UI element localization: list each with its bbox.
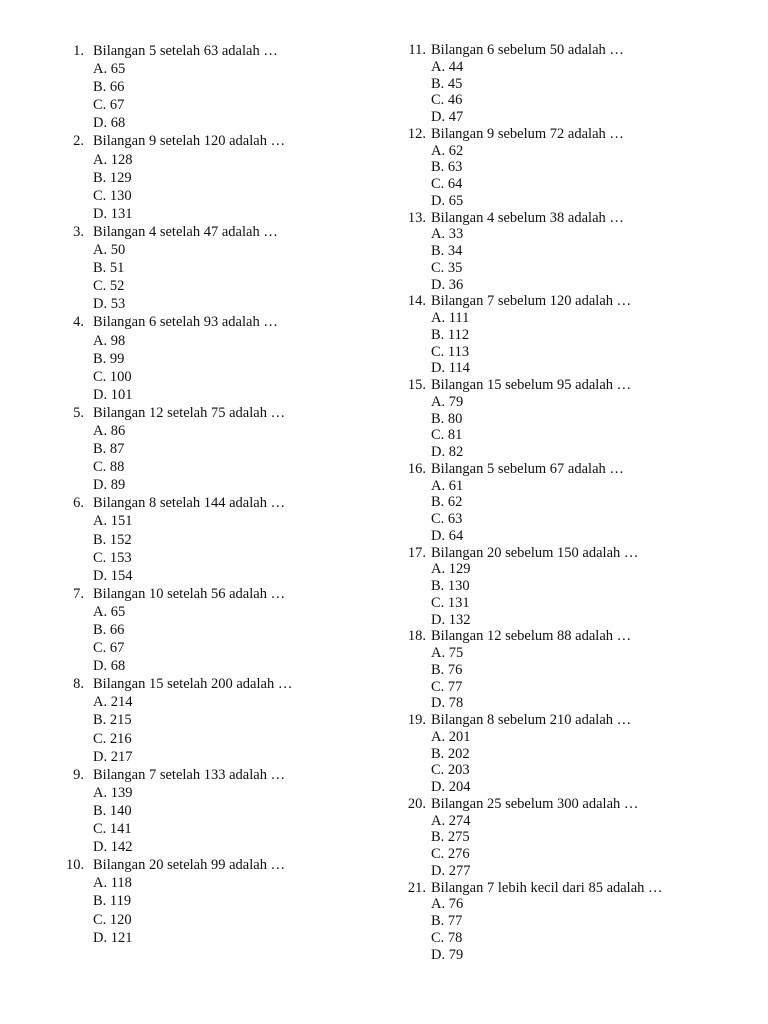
answer-option: B. 34 xyxy=(431,243,463,259)
question-text: Bilangan 15 sebelum 95 adalah … xyxy=(431,377,632,393)
answer-options xyxy=(404,143,734,210)
question-row xyxy=(404,377,734,394)
question-text: Bilangan 8 setelah 144 adalah … xyxy=(93,495,286,512)
answer-option: D. 154 xyxy=(93,567,133,584)
answer-option: D. 277 xyxy=(431,862,471,879)
question-row xyxy=(66,404,386,422)
answer-option: A. 129 xyxy=(431,561,471,578)
answer-option: A. 86 xyxy=(93,422,126,439)
answer-option: A. 201 xyxy=(431,728,471,745)
question-item xyxy=(404,42,734,126)
question-text: Bilangan 7 sebelum 120 adalah … xyxy=(431,293,632,310)
question-number: 15. xyxy=(407,377,426,393)
question-text: Bilangan 20 sebelum 150 adalah … xyxy=(431,544,639,561)
question-item xyxy=(66,132,386,222)
answer-option: A. 61 xyxy=(431,477,464,494)
answer-option: D. 64 xyxy=(431,527,464,544)
answer-option: A. 33 xyxy=(431,226,464,243)
answer-option: A. 274 xyxy=(431,812,471,829)
answer-option: A. 65 xyxy=(93,603,126,620)
answer-option: D. 82 xyxy=(431,444,464,460)
answer-option: D. 142 xyxy=(93,839,133,856)
answer-option: B. 119 xyxy=(93,893,132,910)
question-text: Bilangan 5 setelah 63 adalah … xyxy=(93,43,278,59)
answer-option: D. 101 xyxy=(93,386,133,403)
question-item xyxy=(404,796,734,880)
answer-option: C. 120 xyxy=(93,911,132,928)
answer-option: C. 64 xyxy=(431,176,463,192)
answer-options xyxy=(404,226,734,293)
answer-option: B. 130 xyxy=(431,578,470,594)
answer-option: A. 75 xyxy=(431,645,464,661)
answer-options xyxy=(66,874,386,946)
question-row xyxy=(66,223,386,241)
question-text: Bilangan 12 sebelum 88 adalah … xyxy=(431,628,632,645)
answer-options xyxy=(66,603,386,675)
question-text: Bilangan 4 setelah 47 adalah … xyxy=(93,223,278,240)
answer-option: B. 112 xyxy=(431,326,470,343)
answer-option: C. 35 xyxy=(431,259,463,276)
answer-option: B. 63 xyxy=(431,159,463,176)
answer-option: C. 113 xyxy=(431,343,470,360)
answer-option: C. 153 xyxy=(93,549,132,566)
answer-option: C. 88 xyxy=(93,459,125,476)
answer-options xyxy=(404,561,734,628)
question-number: 19. xyxy=(407,712,426,728)
question-row xyxy=(66,494,386,512)
question-text: Bilangan 15 setelah 200 adalah … xyxy=(93,676,293,693)
answer-option: C. 78 xyxy=(431,929,463,946)
answer-option: B. 76 xyxy=(431,661,463,678)
answer-option: C. 77 xyxy=(431,678,463,695)
answer-option: C. 100 xyxy=(93,368,132,385)
question-row xyxy=(66,313,386,331)
question-row xyxy=(66,675,386,693)
answer-option: D. 89 xyxy=(93,477,126,494)
answer-options xyxy=(404,478,734,545)
question-text: Bilangan 7 setelah 133 adalah … xyxy=(93,766,286,783)
question-text: Bilangan 25 sebelum 300 adalah … xyxy=(431,795,639,812)
answer-option: B. 140 xyxy=(93,802,132,819)
question-item xyxy=(66,585,386,675)
question-row xyxy=(404,126,734,143)
question-row xyxy=(66,42,386,60)
question-text: Bilangan 4 sebelum 38 adalah … xyxy=(431,209,624,226)
question-item xyxy=(404,880,734,964)
question-item xyxy=(66,856,386,946)
answer-options xyxy=(66,512,386,584)
question-item xyxy=(404,293,734,377)
question-item xyxy=(404,712,734,796)
answer-option: C. 141 xyxy=(93,821,132,838)
question-row xyxy=(404,712,734,729)
answer-option: C. 67 xyxy=(93,97,125,114)
answer-option: B. 62 xyxy=(431,494,463,511)
answer-option: B. 202 xyxy=(431,745,470,762)
question-item xyxy=(66,675,386,765)
question-number: 17. xyxy=(407,544,426,561)
answer-option: D. 79 xyxy=(431,946,464,963)
answer-option: A. 79 xyxy=(431,393,464,410)
question-number: 20. xyxy=(407,795,426,812)
question-text: Bilangan 8 sebelum 210 adalah … xyxy=(431,712,632,728)
answer-option: D. 53 xyxy=(93,296,126,313)
question-item xyxy=(66,404,386,494)
question-text: Bilangan 9 sebelum 72 adalah … xyxy=(431,125,624,142)
question-text: Bilangan 9 setelah 120 adalah … xyxy=(93,133,286,150)
answer-option: D. 114 xyxy=(431,360,470,377)
question-text: Bilangan 20 setelah 99 adalah … xyxy=(93,857,286,874)
answer-option: C. 216 xyxy=(93,730,132,747)
answer-options xyxy=(66,241,386,313)
question-column-left xyxy=(66,42,386,947)
answer-option: A. 76 xyxy=(431,896,464,913)
answer-option: B. 87 xyxy=(93,441,125,458)
question-number: 21. xyxy=(407,879,426,896)
answer-options xyxy=(66,332,386,404)
question-row xyxy=(404,210,734,227)
question-text: Bilangan 10 setelah 56 adalah … xyxy=(93,585,286,602)
answer-option: A. 128 xyxy=(93,151,133,168)
question-row xyxy=(66,132,386,150)
question-text: Bilangan 12 setelah 75 adalah … xyxy=(93,404,286,421)
question-row xyxy=(404,42,734,59)
question-number: 9. xyxy=(73,766,84,783)
question-row xyxy=(404,628,734,645)
answer-option: B. 152 xyxy=(93,531,132,548)
answer-option: A. 50 xyxy=(93,242,126,259)
question-number: 2. xyxy=(73,133,84,150)
answer-option: D. 204 xyxy=(431,779,471,795)
answer-option: D. 68 xyxy=(93,658,126,675)
question-row xyxy=(404,880,734,897)
question-item xyxy=(66,766,386,856)
question-number: 1. xyxy=(73,43,84,59)
answer-options xyxy=(66,151,386,223)
question-number: 8. xyxy=(73,676,84,693)
answer-options xyxy=(66,784,386,856)
answer-option: A. 139 xyxy=(93,784,133,801)
answer-options xyxy=(404,59,734,126)
question-text: Bilangan 7 lebih kecil dari 85 adalah … xyxy=(431,879,663,896)
answer-option: B. 215 xyxy=(93,712,132,729)
question-column-right xyxy=(404,42,734,963)
question-item xyxy=(404,210,734,294)
question-text: Bilangan 6 setelah 93 adalah … xyxy=(93,314,278,331)
answer-option: A. 151 xyxy=(93,513,133,530)
question-item xyxy=(404,461,734,545)
answer-option: B. 129 xyxy=(93,169,132,186)
answer-option: D. 121 xyxy=(93,929,133,946)
answer-option: B. 99 xyxy=(93,350,125,367)
answer-option: D. 78 xyxy=(431,695,464,712)
answer-option: D. 47 xyxy=(431,109,464,125)
question-row xyxy=(66,856,386,874)
question-row xyxy=(66,585,386,603)
question-row xyxy=(404,293,734,310)
question-number: 6. xyxy=(73,495,84,512)
answer-option: D. 131 xyxy=(93,205,133,222)
question-item xyxy=(404,545,734,629)
answer-options xyxy=(66,693,386,765)
answer-option: A. 98 xyxy=(93,332,126,349)
answer-option: A. 111 xyxy=(431,310,470,326)
answer-options xyxy=(66,60,386,132)
question-row xyxy=(404,796,734,813)
question-number: 12. xyxy=(407,125,426,142)
answer-option: D. 217 xyxy=(93,748,133,765)
answer-option: D. 68 xyxy=(93,115,126,132)
question-item xyxy=(404,628,734,712)
question-row xyxy=(66,766,386,784)
question-number: 13. xyxy=(407,209,426,226)
answer-option: C. 130 xyxy=(93,187,132,204)
question-item xyxy=(404,126,734,210)
question-item xyxy=(66,494,386,584)
question-number: 18. xyxy=(407,628,426,645)
question-item xyxy=(404,377,734,461)
answer-option: A. 62 xyxy=(431,142,464,159)
question-number: 7. xyxy=(73,585,84,602)
answer-option: A. 65 xyxy=(93,61,126,78)
question-item xyxy=(66,223,386,313)
answer-option: D. 65 xyxy=(431,192,464,209)
answer-option: C. 67 xyxy=(93,640,125,657)
answer-option: B. 66 xyxy=(93,79,125,96)
question-row xyxy=(404,545,734,562)
question-number: 10. xyxy=(66,857,85,874)
answer-option: C. 203 xyxy=(431,762,470,779)
answer-option: C. 46 xyxy=(431,92,463,109)
answer-option: C. 52 xyxy=(93,278,125,295)
answer-options xyxy=(404,310,734,377)
answer-options xyxy=(404,813,734,880)
answer-option: A. 118 xyxy=(93,875,132,892)
answer-option: C. 276 xyxy=(431,846,470,862)
question-text: Bilangan 5 sebelum 67 adalah … xyxy=(431,460,624,477)
answer-option: B. 80 xyxy=(431,410,463,427)
answer-options xyxy=(404,896,734,963)
question-number: 11. xyxy=(408,42,426,58)
question-number: 14. xyxy=(407,293,426,310)
question-number: 5. xyxy=(73,404,84,421)
answer-option: C. 81 xyxy=(431,427,463,444)
answer-option: A. 214 xyxy=(93,694,133,711)
question-number: 3. xyxy=(73,223,84,240)
question-row xyxy=(404,461,734,478)
answer-option: B. 77 xyxy=(431,913,463,929)
question-text: Bilangan 6 sebelum 50 adalah … xyxy=(431,42,624,58)
answer-option: B. 275 xyxy=(431,829,470,846)
answer-options xyxy=(404,394,734,461)
answer-option: D. 36 xyxy=(431,276,464,293)
question-item xyxy=(66,313,386,403)
answer-option: A. 44 xyxy=(431,58,464,75)
answer-option: D. 132 xyxy=(431,611,471,628)
answer-option: B. 66 xyxy=(93,622,125,638)
answer-option: C. 131 xyxy=(431,594,470,611)
answer-options xyxy=(66,422,386,494)
question-number: 16. xyxy=(407,460,426,477)
question-item xyxy=(66,42,386,132)
answer-option: C. 63 xyxy=(431,511,463,527)
question-number: 4. xyxy=(73,314,84,331)
answer-option: B. 45 xyxy=(431,75,463,92)
answer-options xyxy=(404,729,734,796)
answer-option: B. 51 xyxy=(93,260,125,277)
answer-options xyxy=(404,645,734,712)
